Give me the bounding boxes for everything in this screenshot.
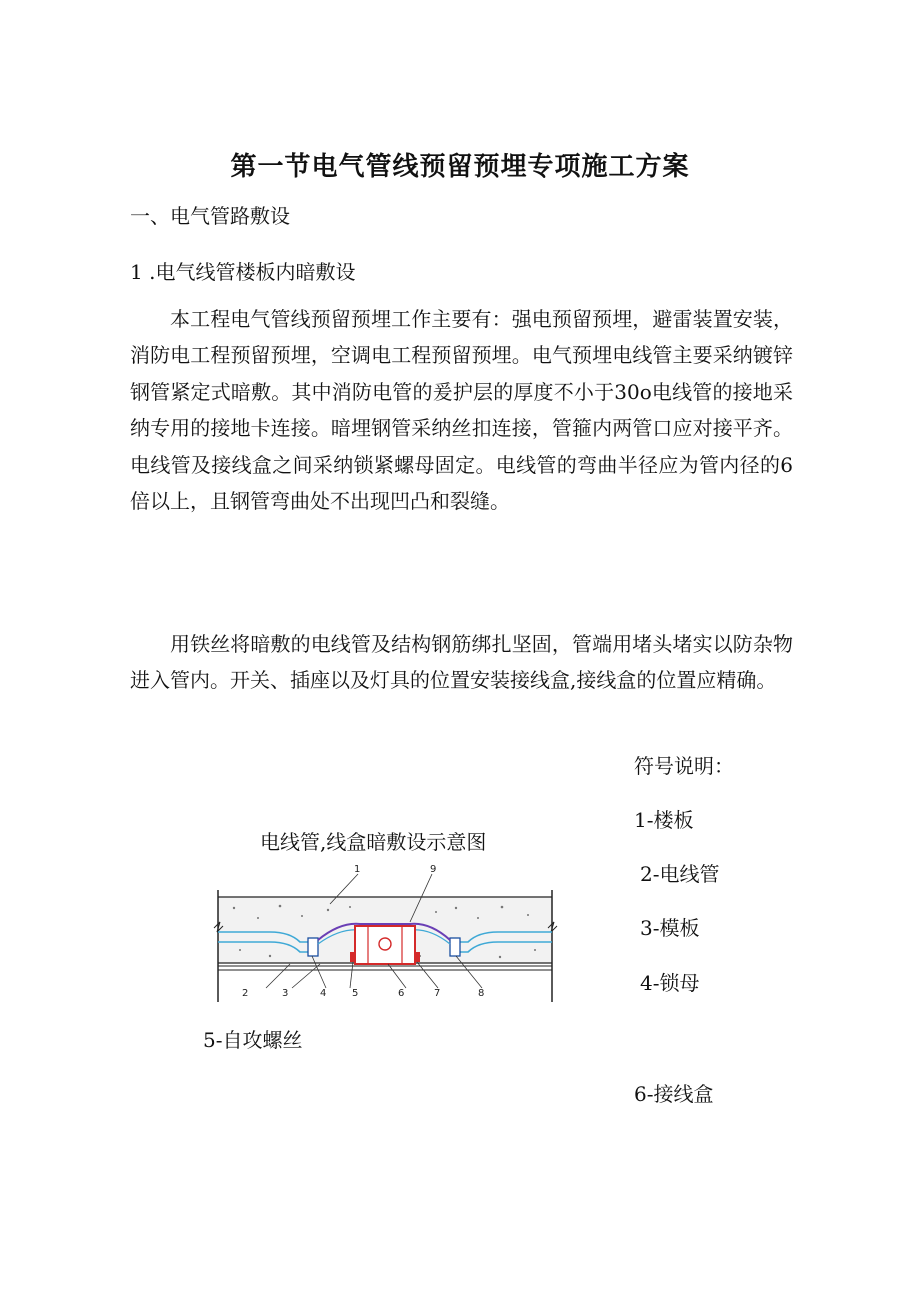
- conduit-diagram: [210, 860, 560, 1010]
- formwork: [218, 966, 552, 970]
- legend-item: 2-电线管: [640, 862, 720, 886]
- legend-heading: 符号说明：: [634, 754, 734, 778]
- callout-label: 5: [352, 988, 359, 999]
- lock-nut: [450, 938, 460, 956]
- callout-label: 3: [282, 988, 289, 999]
- callout-label: 2: [242, 988, 249, 999]
- page-title: 第一节电气管线预留预埋专项施工方案: [230, 152, 690, 182]
- legend-item: 4-锁母: [640, 971, 700, 995]
- screw: [350, 952, 355, 962]
- callout-label: 8: [478, 988, 485, 999]
- legend-item: 5-自攻螺丝: [203, 1028, 303, 1052]
- callout-label: 4: [320, 988, 327, 999]
- callout-label: 9: [430, 864, 437, 875]
- body-paragraph-2: 用铁丝将暗敷的电线管及结构钢筋绑扎坚固，管端用堵头堵实以防杂物进入管内。开关、插座以及灯具的位置安装接线盒,接线盒的位置应精确。: [130, 632, 793, 693]
- legend-item: 6-接线盒: [634, 1082, 714, 1106]
- section-heading: 一、电气管路敷设: [130, 204, 290, 228]
- callout-label: 7: [434, 988, 441, 999]
- legend-item: 3-模板: [640, 916, 700, 940]
- junction-box: [355, 926, 415, 964]
- lock-nut: [308, 938, 318, 956]
- screw: [415, 952, 420, 962]
- subsection-heading: 1 .电气线管楼板内暗敷设: [130, 260, 356, 284]
- callout-label: 1: [354, 864, 361, 875]
- figure-caption: 电线管,线盒暗敷设示意图: [260, 830, 487, 854]
- legend-item: 1-楼板: [634, 808, 694, 832]
- body-paragraph-1: 本工程电气管线预留预埋工作主要有：强电预留预埋，避雷装置安装，消防电工程预留预埋，空调电工程预留预埋。电气预埋电线管主要采纳镀锌钢管紧定式暗敷。其中消防电管的爰护层的厚度不小于30o电线管的接地采纳专用的接地卡连接。暗埋钢管采纳丝扣连接，管箍内两管口应对接平齐。电线管及接线盒之间采纳锁紧螺母固定。电线管的弯曲半径应为管内径的6倍以上，且钢管弯曲处不出现凹凸和裂缝。: [130, 307, 793, 514]
- callout-label: 6: [398, 988, 405, 999]
